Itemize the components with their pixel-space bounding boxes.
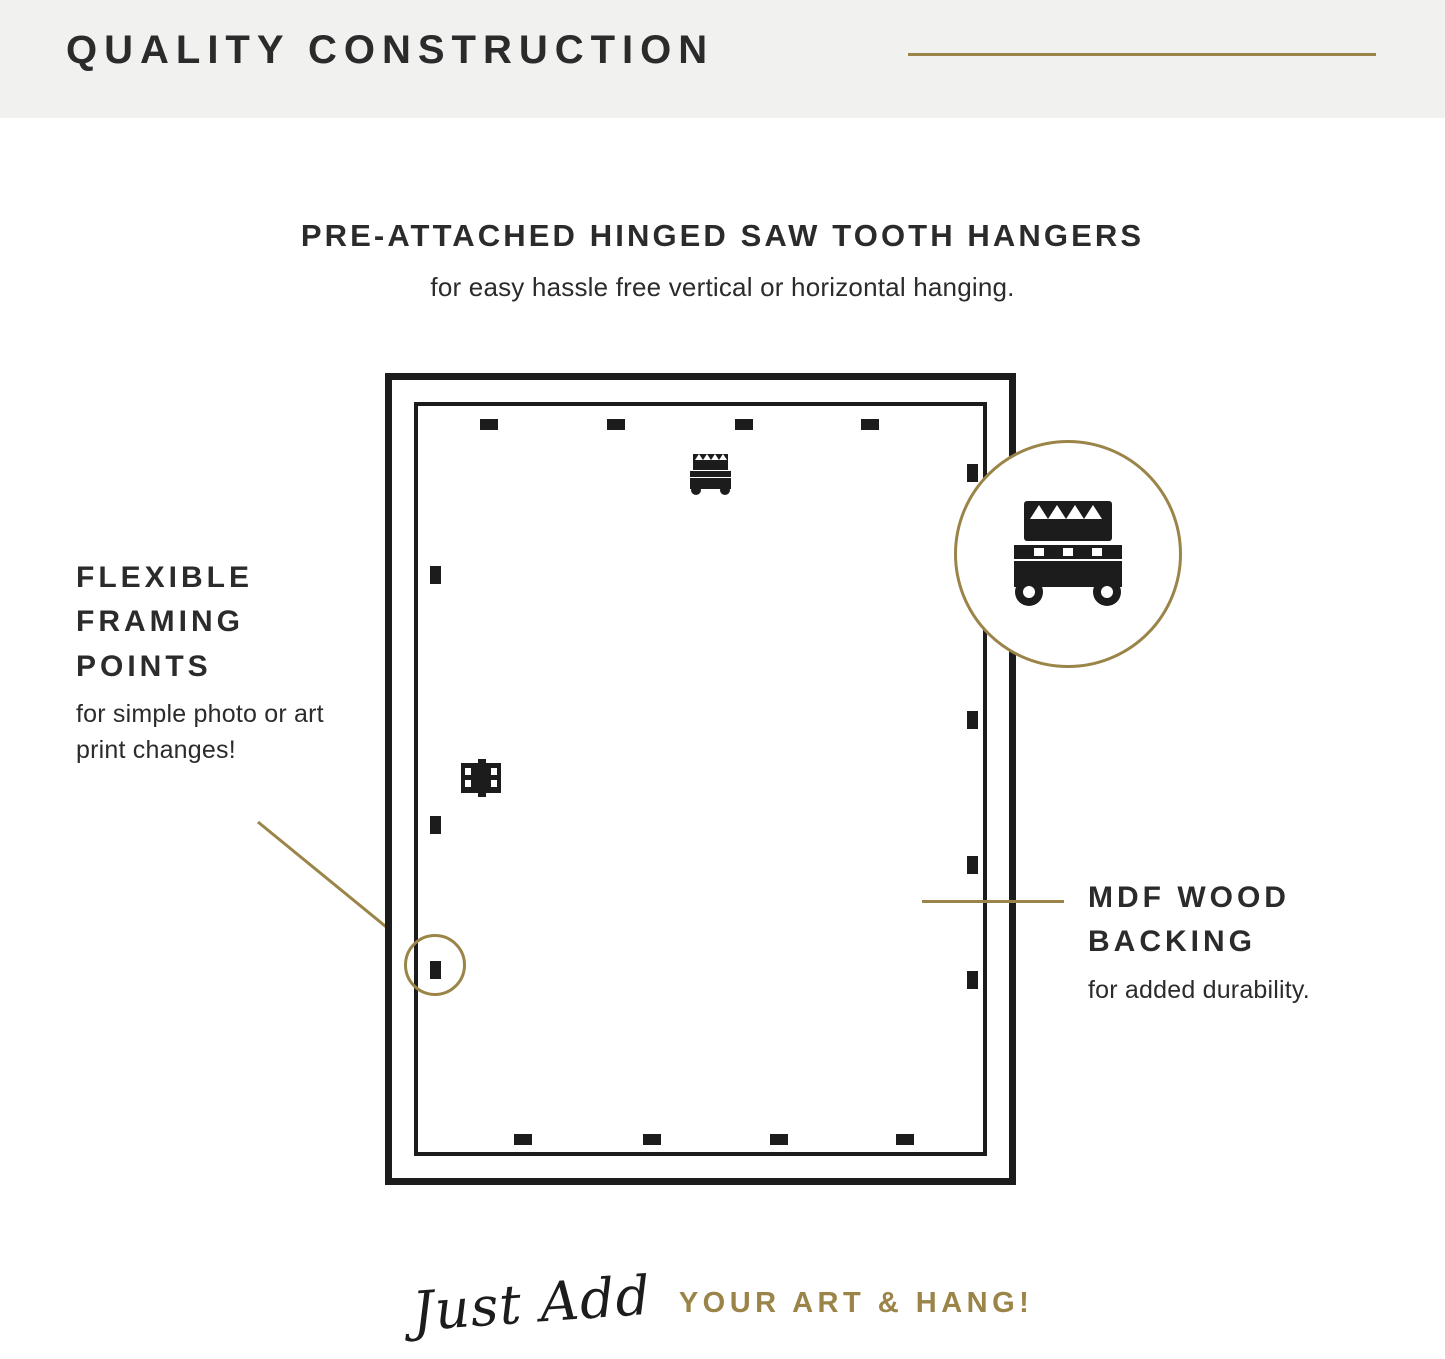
framing-point-tab: [643, 1134, 661, 1145]
framing-point-tab: [480, 419, 498, 430]
framing-point-tab: [967, 971, 978, 989]
callout-body: for simple photo or art print changes!: [76, 700, 324, 764]
framing-point-tab: [430, 566, 441, 584]
callout-title: MDF WOOD BACKING: [1088, 881, 1290, 959]
callout-title: FLEXIBLE FRAMING POINTS: [76, 561, 254, 683]
framing-point-tab: [967, 711, 978, 729]
saw-tooth-hanger-zoom-icon: [1010, 497, 1126, 610]
section-caption: for easy hassle free vertical or horizontal hanging.: [430, 272, 1015, 302]
section-title: PRE-ATTACHED HINGED SAW TOOTH HANGERS: [300, 218, 1145, 253]
footer-script-text: Just Add: [409, 1263, 653, 1343]
framing-point-zoom-circle: [404, 934, 466, 996]
framing-point-tab: [896, 1134, 914, 1145]
framing-point-tab: [430, 816, 441, 834]
callout-flexible-framing-points: [76, 556, 376, 768]
footer: [0, 1258, 1445, 1348]
framing-point-tab: [770, 1134, 788, 1145]
saw-tooth-hanger-icon: [688, 452, 733, 496]
callout-mdf-wood-backing: [1088, 876, 1408, 1008]
hinge-icon: [459, 757, 503, 799]
framing-point-tab: [735, 419, 753, 430]
page-title: QUALITY CONSTRUCTION: [66, 28, 715, 72]
framing-point-tab: [514, 1134, 532, 1145]
framing-point-tab: [967, 856, 978, 874]
framing-point-tab: [861, 419, 879, 430]
callout-body: for added durability.: [1088, 975, 1310, 1004]
mdf-leader-rule: [922, 900, 1064, 903]
footer-caps-text: YOUR ART & HANG!: [678, 1286, 1034, 1319]
framing-point-tab: [607, 419, 625, 430]
framing-point-tab: [967, 464, 978, 482]
header-divider-rule: [908, 53, 1376, 56]
